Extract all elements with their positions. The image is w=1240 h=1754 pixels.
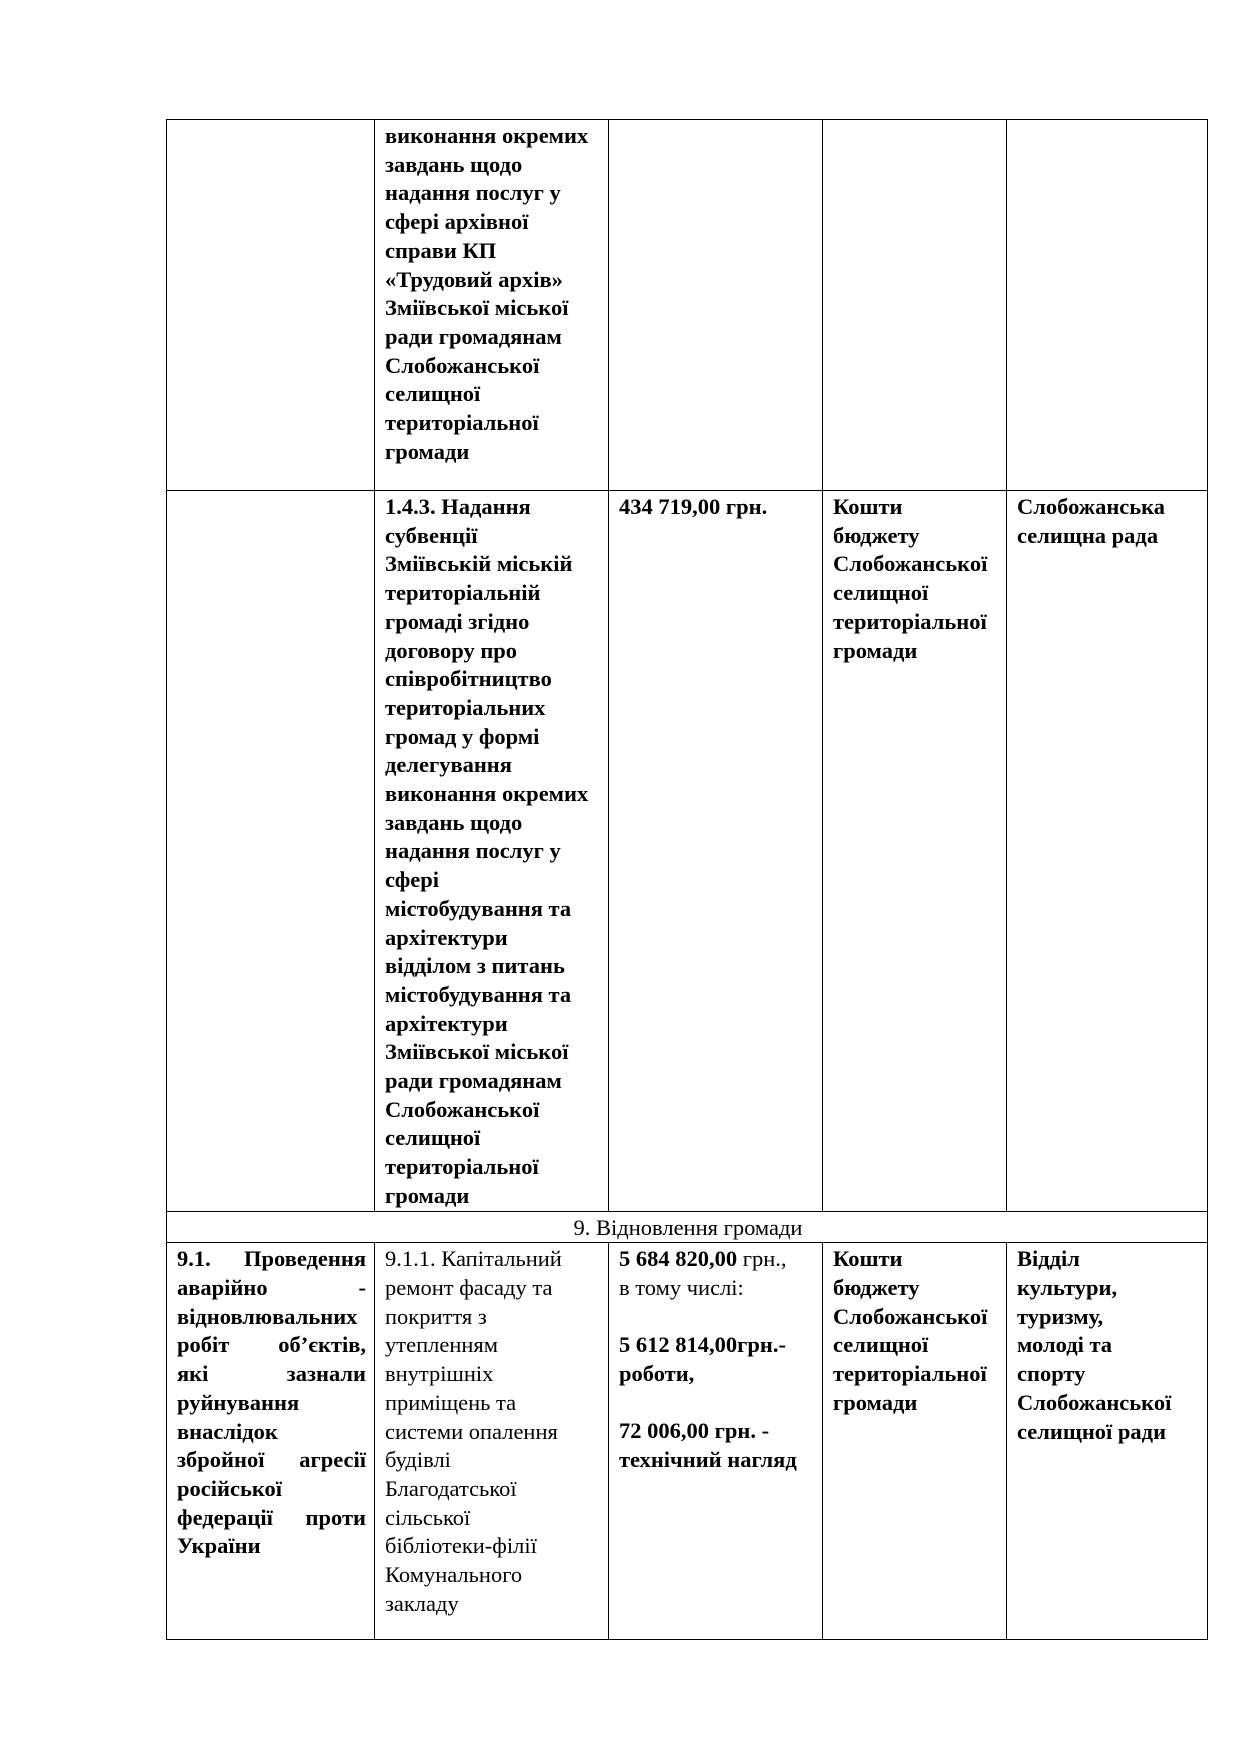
table-row (167, 1243, 1208, 1640)
section-row (167, 1211, 1208, 1243)
cell-measure: 9.1.1. Капітальний ремонт фасаду та покриття з утепленням внутрішніх приміщень та системи опалення будівлі Благодатської сільської бібліотеки-філії Комунального закладу (375, 1243, 609, 1640)
amount-value: 434 719,00 грн. (619, 494, 768, 519)
table-row (167, 491, 1208, 1212)
works-amount: 5 612 814,00грн.- (619, 1332, 786, 1358)
cell-executor (1007, 120, 1208, 491)
section-title: 9. Відновлення громади (167, 1211, 1208, 1243)
cell-executor: Відділ культури, туризму, молоді та спорту Слобожанської селищної ради (1007, 1243, 1208, 1640)
cell-amount (609, 120, 823, 491)
cell-source: Кошти бюджету Слобожанської селищної територіальної громади (823, 491, 1007, 1212)
cell-amount: 5 684 820,00 грн., в тому числі: 5 612 814,00грн.- роботи, 72 006,00 грн. - технічний нагляд (609, 1243, 823, 1640)
cell-source (823, 120, 1007, 491)
supervision-amount: 72 006,00 грн. - (619, 1418, 770, 1444)
cell-task (167, 491, 375, 1212)
cell-executor: Слобожанська селищна рада (1007, 491, 1208, 1212)
amount-total: 5 684 820,00 грн., (619, 1246, 787, 1272)
cell-task (167, 120, 375, 491)
cell-measure: виконання окремих завдань щодо надання послуг у сфері архівної справи КП «Трудовий архів» Зміївської міської ради громадянам Слобожанської селищної територіальної громади (375, 120, 609, 491)
program-table (166, 119, 1208, 1640)
cell-measure: 1.4.3. Надання субвенції Зміївській міській територіальній громаді згідно договору про співробітництво територіальних громад у формі делегування виконання окремих завдань щодо надання послуг у сфері містобудування та архітектури відділом з питань містобудування та архітектури Зміївської міської ради громадянам Слобожанської селищної територіальної громади (375, 491, 609, 1212)
cell-task: 9.1. Проведення аварійно - відновлювальних робіт об’єктів, які зазнали руйнування внаслідок збройної агресії російської федерації проти України (167, 1243, 375, 1640)
table-row (167, 120, 1208, 491)
cell-amount (609, 491, 823, 1212)
cell-source: Кошти бюджету Слобожанської селищної територіальної громади (823, 1243, 1007, 1640)
